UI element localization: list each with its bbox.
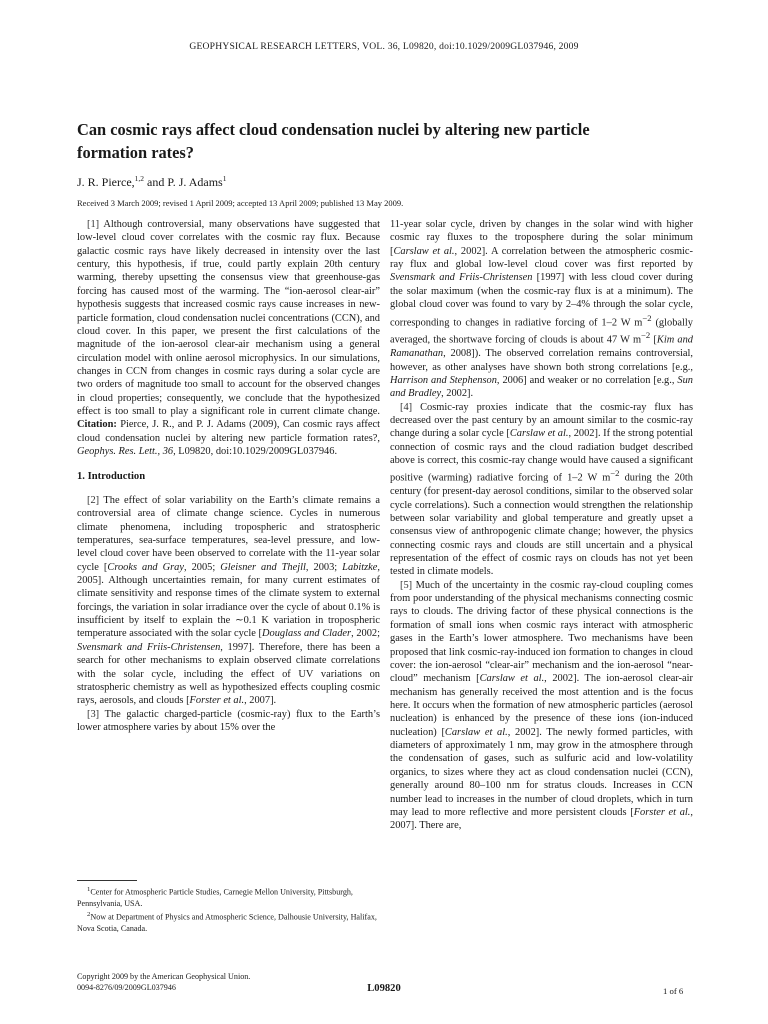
- text-run: , 2002]. A correlation between the atmospheric cosmic-ray flux and global low-level cloud cover was first reported by: [390, 245, 693, 271]
- citation-label: Citation:: [77, 419, 117, 431]
- citation: Svensmark and Friis-Christensen: [77, 641, 221, 653]
- footnote-mark: 1: [87, 886, 91, 893]
- citation: Douglass and Clader: [262, 628, 352, 640]
- author-adams: and P. J. Adams: [144, 175, 223, 189]
- paragraph-number: [4]: [400, 401, 413, 413]
- footnote-text: Now at Department of Physics and Atmospheric Science, Dalhousie University, Halifax, Nova Scotia, Canada.: [77, 912, 377, 934]
- copyright-line: Copyright 2009 by the American Geophysical Union.: [77, 972, 251, 981]
- left-column: [77, 218, 380, 734]
- author-line: [77, 174, 226, 190]
- paragraph-number: [1]: [87, 219, 100, 230]
- author-adams-affiliation: 1: [222, 174, 227, 183]
- paragraph-number: [3]: [87, 708, 100, 720]
- text-run: 11-year solar cycle, driven by changes in the solar wind with higher cosmic ray fluxes to the troposphere during the solar minimum [: [390, 219, 693, 257]
- footnote-2: [77, 909, 380, 934]
- paragraph-number: [2]: [87, 494, 100, 506]
- superscript: −2: [642, 312, 652, 323]
- paragraph-4: [390, 401, 693, 579]
- superscript: −2: [641, 330, 651, 341]
- footnote-text: Center for Atmospheric Particle Studies, Carnegie Mellon University, Pittsburgh, Pennsylvania, USA.: [77, 887, 353, 908]
- citation-tail: L09820, doi:10.1029/2009GL037946.: [175, 446, 338, 458]
- text-run: (globally averaged, the shortwave forcing of clouds is about 47 W m: [390, 316, 693, 346]
- citation: Harrison and Stephenson: [390, 374, 497, 386]
- citation: Carslaw et al.: [393, 245, 455, 257]
- page-number: 1 of 6: [663, 986, 684, 996]
- citation: Labitzke: [342, 561, 378, 573]
- citation: Sun and Bradley: [390, 374, 693, 400]
- citation: Crooks and Gray: [107, 561, 184, 573]
- text-run: [1997] with less cloud cover during the solar maximum (when the cosmic-ray flux is at a minimum). The global cloud cover was found to vary by 2–4% through the solar cycle, corresponding to changes in radiative forcing of 1–2 W m: [390, 272, 693, 328]
- citation-journal: Geophys. Res. Lett., 36,: [77, 446, 176, 458]
- text-run: , 2005;: [183, 561, 221, 573]
- text-run: , 1997]. Therefore, there has been a search for other mechanisms to explain observed climate correlations with the solar cycle, including the effect of UV variations on stratospheric chemistry as well as hypothesized effects coupling cosmic rays, aerosols, and clouds [: [77, 641, 381, 707]
- footnotes: [77, 880, 380, 935]
- text-run: , 2007]. There are,: [390, 806, 693, 832]
- citation: Gleisner and Thejll: [220, 561, 306, 573]
- footnote-rule: [77, 880, 137, 881]
- paragraph-number: [5]: [400, 579, 413, 591]
- right-column: [390, 218, 693, 833]
- text-run: , 2002].: [441, 388, 474, 400]
- text-run: [: [650, 334, 657, 346]
- citation: Forster et al.: [189, 695, 245, 707]
- text-run: , 2006] and weaker or no correlation [e.g.,: [496, 374, 678, 386]
- text-run: , 2003;: [305, 561, 343, 573]
- text-run: The effect of solar variability on the Earth’s climate remains a controversial area of climate change science. Cycles in numerous climate phenomena, including tropospheric and stratospheric temperatures, sea-surface temperatures, sea-level pressure, and low-level cloud cover have been observed to correlate with the 11-year solar cycle [: [77, 494, 380, 573]
- text-run: , 2007].: [244, 695, 277, 707]
- abstract-text: Although controversial, many observations have suggested that low-level cloud cover correlates with the cosmic ray flux. Because galactic cosmic rays have likely decreased in intensity over the last century, this hypothesis, if true, could partly explain 20th century warming, thereby upsetting the consensus view that greenhouse-gas forcing has caused most of the warming. The “ion-aerosol clear-air” hypothesis suggests that increased cosmic rays cause increases in new-particle formation, cloud condensation nuclei concentrations (CCN), and cloud cover. In this paper, we present the first calculations of the magnitude of the ion-aerosol clear-air mechanism using a general circulation model with online aerosol microphysics. In our simulations, changes in CCN from changes in cosmic rays during a solar cycle are two orders of magnitude too small to account for the observed changes in cloud properties; consequently, we conclude that the hypothesized effect is too small to play a significant role in current climate change.: [77, 219, 380, 418]
- paragraph-3-continued: [390, 218, 693, 401]
- running-head: GEOPHYSICAL RESEARCH LETTERS, VOL. 36, L09820, doi:10.1029/2009GL037946, 2009: [189, 41, 579, 52]
- text-run: , 2002]. The newly formed particles, with diameters of approximately 1 nm, may grow in the atmosphere through the condensation of gases, such as sulfuric acid and low-volatility organics, to sizes where they act as cloud condensation nuclei (CCN), generally around 80–100 nm for stratus clouds. Increases in CCN number lead to increases in the number of cloud droplets, which in turn may lead to more reflective and more persistent clouds [: [390, 726, 693, 818]
- footnote-mark: 2: [87, 911, 91, 919]
- footnote-1: [77, 884, 380, 909]
- paragraph-2: [77, 494, 380, 708]
- author-pierce: J. R. Pierce,: [77, 175, 135, 189]
- article-id-footer: L09820: [367, 983, 401, 994]
- superscript: −2: [610, 468, 620, 479]
- author-pierce-affiliation: 1,2: [134, 174, 145, 183]
- citation: Carslaw et al.: [479, 673, 545, 685]
- paragraph-5: [390, 579, 693, 833]
- received-dates: Received 3 March 2009; revised 1 April 2009; accepted 13 April 2009; published 13 May 2009.: [77, 198, 404, 208]
- text-run: , 2008]). The observed correlation remains controversial, however, as other analyses have shown both strong correlations [e.g.,: [390, 348, 693, 373]
- citation: Kim and Ramanathan: [390, 334, 693, 360]
- article-title: Can cosmic rays affect cloud condensation nuclei by altering new particle formation rates?: [77, 120, 590, 162]
- section-heading-introduction: 1. Introduction: [77, 471, 146, 483]
- text-run: during the 20th century (for present-day aerosol conditions, similar to the observed solar cycle correlations). Such a connection would strengthen the relationship between solar variability and global temperature and greatly upset a consensus view of anthropogenic climate change; however, the physics connecting cosmic rays and clouds are still uncertain and a physical representation of the effect of cosmic rays on clouds has not yet been tested in climate models.: [390, 472, 693, 578]
- citation: Svensmark and Friis-Christensen: [390, 272, 533, 284]
- citation: Carslaw et al.: [509, 428, 569, 440]
- text-run: , 2002;: [351, 628, 380, 640]
- text-run: , 2005]. Although uncertainties remain, for many current estimates of climate sensitivity and response times of the climate system to external forcings, the variation in solar irradiance over the cycle of about 0.1% is insufficient by itself to explain the ∼0.1 K variation in tropospheric temperature associated with the solar cycle [: [77, 561, 380, 640]
- citation: Forster et al.: [633, 806, 691, 818]
- abstract: [77, 218, 380, 458]
- text-run: Much of the uncertainty in the cosmic ray-cloud coupling comes from poor understanding of the physical mechanisms connecting cosmic rays to clouds. The driving factor of these physical connections is the formation of small ions when cosmic rays interact with atmospheric gases in the Earth’s lower atmosphere. Two mechanisms have been proposed that link cosmic-ray-induced ion formation to changes in cloud cover: the ion-aerosol “clear-air” mechanism and the ion-aerosol “near-cloud” mechanism [: [390, 579, 693, 685]
- text-run: , 2002]. If the strong potential connection of cosmic rays and the cloud radiation budget described above is correct, this cosmic-ray change would have caused a significant positive (warming) radiative forcing of 1–2 W m: [390, 428, 693, 484]
- issn-line: 0094-8276/09/2009GL037946: [77, 982, 176, 992]
- citation: Carslaw et al.: [444, 726, 508, 738]
- text-run: , 2002]. The ion-aerosol clear-air mechanism has generally received the most attention and is the focus here. It occurs when the formation of new atmospheric particles (aerosol nucleation) is enhanced by the presence of these ions (ion-induced nucleation) [: [390, 673, 693, 738]
- text-run: Cosmic-ray proxies indicate that the cosmic-ray flux has decreased over the past century by an amount similar to the cosmic-ray change during a solar cycle [: [390, 401, 693, 440]
- text-run: The galactic charged-particle (cosmic-ray) flux to the Earth’s lower atmosphere varies by about 15% over the: [77, 708, 380, 733]
- citation-text: Pierce, J. R., and P. J. Adams (2009), Can cosmic rays affect cloud condensation nuclei by altering new particle formation rates?,: [77, 419, 380, 444]
- paragraph-3: [77, 708, 380, 735]
